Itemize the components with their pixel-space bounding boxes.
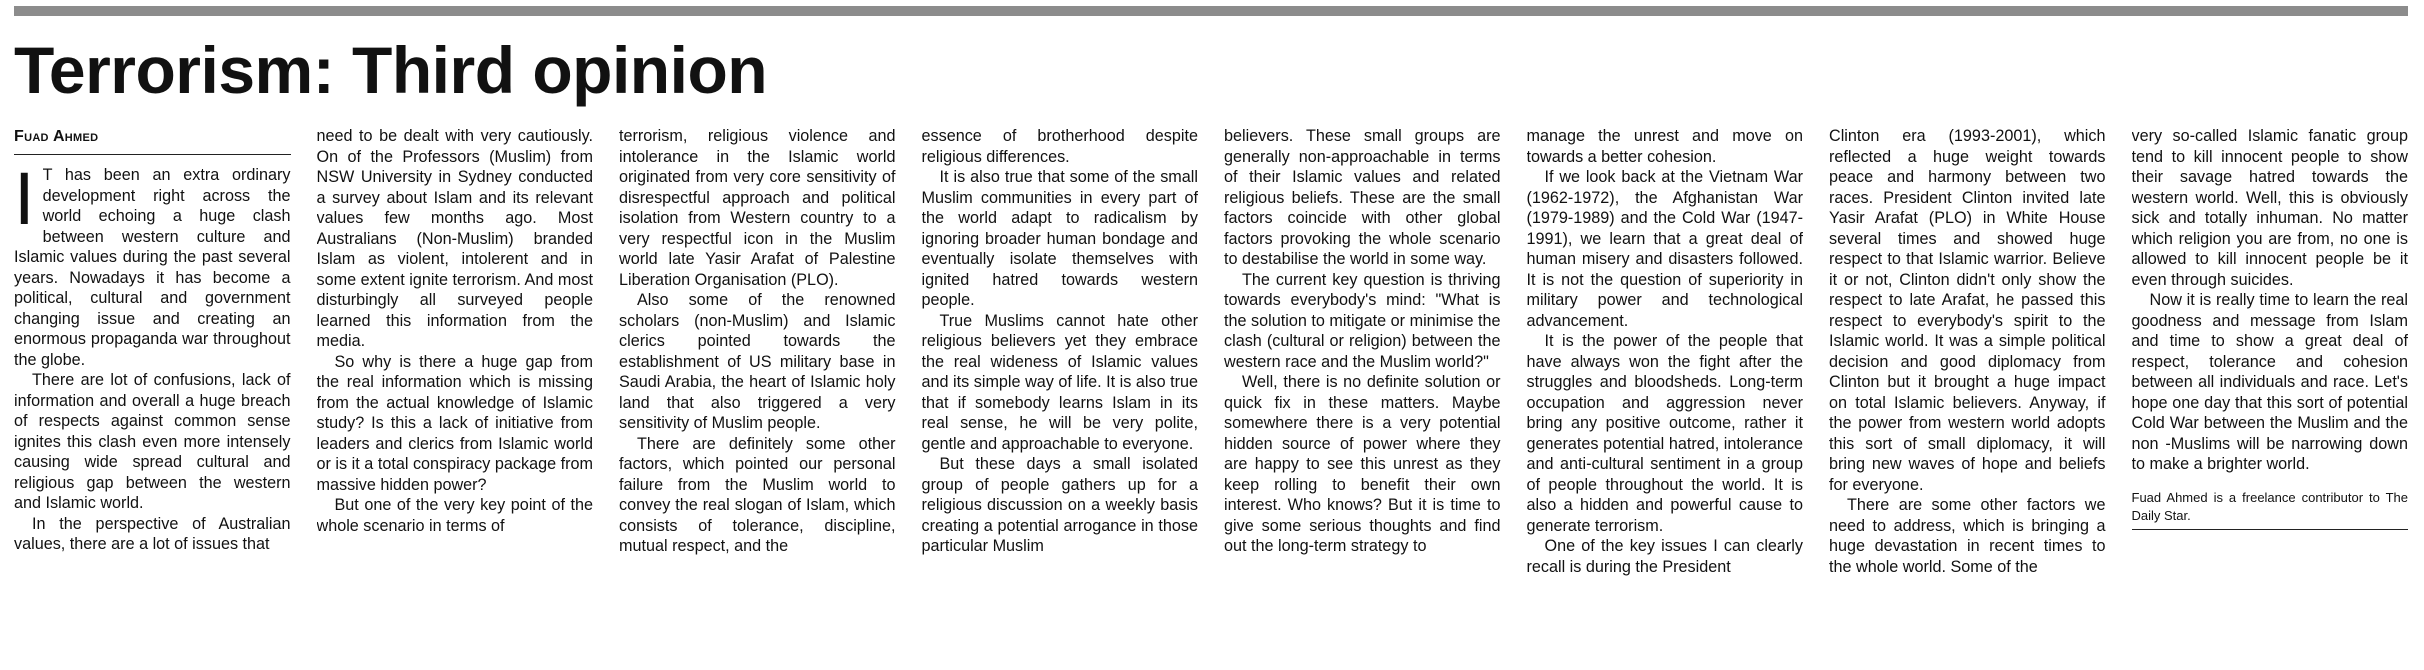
- paragraph: True Muslims cannot hate other religious believers yet they embrace the real wideness of Islamic values and its simple way of life. It is also true that if somebody learns Islam in its real sense, he will be very polite, gentle and approachable to everyone.: [921, 311, 1198, 453]
- paragraph: But these days a small isolated group of people gathers up for a religious discussion on a weekly basis creating a potential arrogance in those particular Muslim: [921, 455, 1198, 555]
- paragraph: There are some other factors we need to address, which is bringing a huge devastation in recent times to the whole world. Some of the: [1829, 496, 2106, 576]
- column-4: [922, 126, 1199, 666]
- paragraph: need to be dealt with very cautiously. On of the Professors (Muslim) from NSW University in Sydney conducted a survey about Islam and its relevant values few months ago. Most Australians (Non-Muslim) branded Islam as violent, intolerent and in some extent ignite terrorism. And most disturbingly all surveyed people learned this information from the media.: [316, 127, 593, 350]
- paragraph: The current key question is thriving towards everybody's mind: "What is the solution to mitigate or minimise the clash (cultural or religion) between the western race and the Muslim world?": [1224, 270, 1501, 371]
- column-8: [2132, 126, 2409, 666]
- paragraph: Clinton era (1993-2001), which reflected a huge weight towards peace and harmony between two races. President Clinton invited late Yasir Arafat (PLO) in White House several times and showed huge respect to that Islamic warrior. Believe it or not, Clinton didn't only show the respect to late Arafat, he passed this respect to everybody's spirit to the Islamic world. It was a simple political decision and good diplomacy from Clinton but it brought a huge impact on total Islamic believers. Anyway, if the power from western world adopts this sort of small diplomacy, it will bring new waves of hope and beliefs for everyone.: [1829, 127, 2106, 494]
- column-1: [14, 126, 291, 666]
- byline: [14, 126, 291, 155]
- paragraph-text: T has been an extra ordinary development right across the world echoing a huge clash between western culture and Islamic values during the past several years. Nowadays it has become a political, cultural and government changing issue and creating an enormous propaganda war throughout the globe.: [14, 166, 291, 369]
- column-7: [1829, 126, 2106, 666]
- paragraph: If we look back at the Vietnam War (1962-1972), the Afghanistan War (1979-1989) and the Cold War (1947-1991), we learn that a great deal of human misery and disasters followed. It is not the question of superiority in military power and technological advancement.: [1526, 168, 1803, 330]
- paragraph: In the perspective of Australian values, there are a lot of issues that: [14, 514, 291, 553]
- paragraph: Now it is really time to learn the real goodness and message from Islam and time to show a great deal of respect, tolerance and cohesion between all individuals and race. Let's hope one day that this sort of potential Cold War between the Muslim and the non -Muslims will be narrowing down to make a brighter world.: [2131, 291, 2408, 473]
- paragraph: It is the power of the people that have always won the fight after the struggles and bloodsheds. Long-term occupation and aggression never bring any positive outcome, rather it generates potential hatred, intolerance and anti-cultural sentiment in a group of people throughout the world. It is also a hidden and powerful cause to generate terrorism.: [1526, 332, 1803, 535]
- paragraph: There are lot of confusions, lack of information and overall a huge breach of respects against common sense ignites this clash even more intensely causing wide spread cultural and religious gap between the western and Islamic world.: [14, 371, 291, 512]
- paragraph: terrorism, religious violence and intolerance in the Islamic world originated from very core sensitivity of disrespectful approach and political isolation from Western country to a very respectful icon in the Muslim world late Yasir Arafat of Palestine Liberation Organisation (PLO).: [619, 127, 896, 289]
- paragraph: very so-called Islamic fanatic group tend to kill innocent people to show their savage hatred towards the western world. Well, this is obviously sick and totally inhuman. No matter which religion you are from, no one is allowed to kill innocent people be it even through suicides.: [2131, 127, 2408, 289]
- top-rule: [14, 6, 2408, 16]
- headline: Terrorism: Third opinion: [14, 33, 768, 107]
- paragraph: It is also true that some of the small Muslim communities in every part of the world adapt to radicalism by ignoring broader human bondage and eventually isolate themselves with ignited hatred towards western people.: [921, 168, 1198, 309]
- paragraph: [14, 157, 291, 370]
- paragraph: There are definitely some other factors, which pointed our personal failure from the Muslim world to convey the real slogan of Islam, which consists of tolerance, discipline, mutual respect, and the: [619, 434, 896, 555]
- byline-text: Fuad Ahmed: [14, 128, 99, 145]
- drop-cap: I: [14, 157, 35, 240]
- paragraph: Also some of the renowned scholars (non-Muslim) and Islamic clerics pointed towards the establishment of US military base in Saudi Arabia, the heart of Islamic holy land that also triggered a very sensitivity of Muslim people.: [619, 291, 896, 432]
- paragraph: essence of brotherhood despite religious differences.: [921, 127, 1198, 166]
- paragraph: manage the unrest and move on towards a better cohesion.: [1526, 127, 1803, 166]
- paragraph: But one of the very key point of the whole scenario in terms of: [316, 496, 593, 535]
- column-2: [317, 126, 594, 666]
- paragraph: One of the key issues I can clearly recall is during the President: [1526, 537, 1803, 576]
- paragraph: So why is there a huge gap from the real information which is missing from the actual knowledge of Islamic study? Is this a lack of initiative from leaders and clerics from Islamic world or is it a total conspiracy package from massive hidden power?: [316, 352, 593, 494]
- paragraph: Well, there is no definite solution or quick fix in these matters. Maybe somewhere there is a very potential hidden source of power where they are happy to see this unrest as they keep rolling to benefit their own interest. Who knows? But it is time to give some serious thoughts and find out the long-term strategy to: [1224, 373, 1501, 555]
- column-3: [619, 126, 896, 666]
- column-5: [1224, 126, 1501, 666]
- paragraph: believers. These small groups are generally non-approachable in terms of their Islamic values and related religious beliefs. These are the small factors coincide with other global factors provoking the whole scenario to destabilise the world in some way.: [1224, 127, 1501, 268]
- article-body: [14, 126, 2408, 666]
- author-bio: Fuad Ahmed is a freelance contributor to The Daily Star.: [2132, 489, 2409, 530]
- column-6: [1527, 126, 1804, 666]
